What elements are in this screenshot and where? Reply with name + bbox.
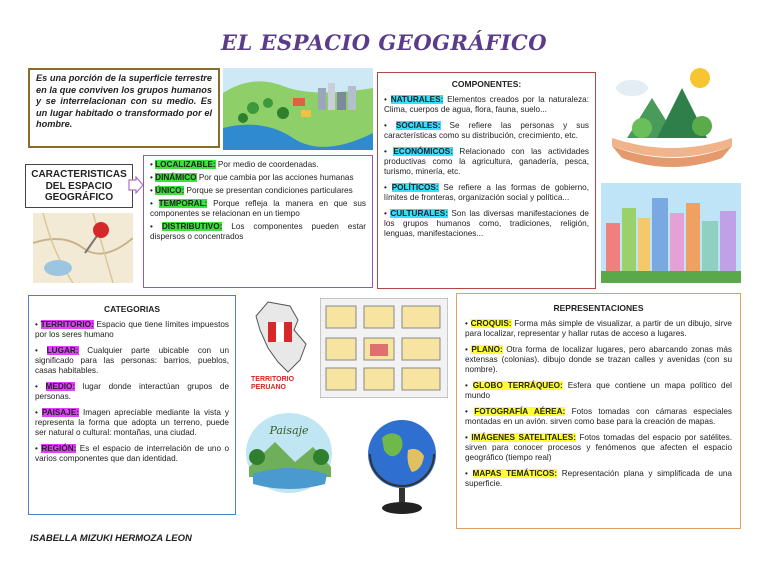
list-item: • GLOBO TERRÁQUEO: Esfera que contiene un mapa político del mundo [465,381,732,400]
list-item: • REGIÓN: Es el espacio de interrelación de uno o varios componentes que dan identidad. [35,444,229,463]
intro-definition: Es una porción de la superficie terrestre en la que conviven los grupos humanos y se interrelacionan con su medio. Es un lugar habitado o transformado por el hombre. [28,68,220,148]
representaciones-heading: REPRESENTACIONES [553,303,644,313]
aerial-landscape-image [223,68,373,150]
list-item: • FOTOGRAFÍA AÉREA: Fotos tomadas con cámaras especiales montadas en un avión. sirven como base para la creación de mapas. [465,407,732,426]
peru-map-image [250,300,312,375]
croquis-plan-image [320,298,448,398]
list-item: • IMÁGENES SATELITALES: Fotos tomadas del espacio por satélites. sirven para conocer procesos y fenómenos que afecten el espacio geográfico (tiempo real) [465,433,732,462]
componentes-heading: COMPONENTES: [451,79,522,89]
list-item: • POLÍTICOS: Se refiere a las formas de gobierno, límites de fronteras, organización social y política... [384,183,589,202]
city-image [601,183,741,283]
categorias-heading: CATEGORIAS [103,304,161,314]
list-item: • LOCALIZABLE: Por medio de coordenadas. [150,160,319,169]
representaciones-panel [456,293,741,529]
list-item: • MEDIO: lugar donde interactúan grupos de personas. [35,382,229,401]
paisaje-image [245,412,333,494]
list-item: • LUGAR: Cualquier parte ubicable con un significado para las personas: barrios, pueblos, casas habitables. [35,346,229,375]
list-item: • MAPAS TEMÁTICOS: Representación plana y simplificada de una superficie. [465,469,732,488]
page-title: EL ESPACIO GEOGRÁFICO [220,30,548,55]
list-item: • PAISAJE: Imagen apreciable mediante la vista y representa la forma que adopta un terreno, puede ser natural o cultural: montañas, una ciudad. [35,408,229,437]
list-item: • TEMPORAL: Porque refleja la manera en que sus componentes se relacionan en un tiempo [150,199,366,218]
categorias-panel [28,295,236,515]
list-item: • CULTURALES: Son las diversas manifestaciones de los grupos humanos como, tradiciones, religión, lenguas, manifestaciones... [384,209,589,238]
list-item: • DISTRIBUTIVO: Los componentes pueden estar dispersos o concentrados [150,222,366,241]
territorio-label: TERRITORIO PERUANO [251,376,295,391]
list-item: • SOCIALES: Se refiere las personas y sus características como su distribución, crecimiento, etc. [384,121,589,140]
list-item: • ÚNICO: Porque se presentan condiciones particulares [150,186,353,195]
nature-hands-image [602,58,742,176]
list-item: • DINÁMICO Por que cambia por las acciones humanas [150,173,354,182]
list-item: • CROQUIS: Forma más simple de visualizar, a partir de un dibujo, sirve para localizar, representar y hallar rutas de acceso a lugares. [465,319,732,338]
author-name: ISABELLA MIZUKI HERMOZA LEON [30,533,192,544]
arrow-right-icon [128,176,144,194]
map-pin-image [33,213,133,283]
list-item: • NATURALES: Elementos creados por la naturaleza: Clima, cuerpos de agua, flora, fauna, suelo... [384,95,589,114]
list-item: • TERRITORIO: Espacio que tiene límites impuestos por los seres humano [35,320,229,339]
list-item: • PLANO: Otra forma de localizar lugares, pero abarcando zonas más extensas (colonias). dibujo donde se trazan calles y avenidas (con su nombre). [465,345,732,374]
paisaje-label: Paisaje [269,424,309,437]
caracteristicas-panel [143,155,373,288]
componentes-panel [377,72,596,289]
globe-image [360,410,442,518]
list-item: • ECONÓMICOS: Relacionado con las actividades productivas como la agricultura, ganadería, pesca, turismo, minería, etc. [384,147,589,176]
caracteristicas-heading: CARACTERISTICAS DEL ESPACIO GEOGRÁFICO [25,164,133,208]
